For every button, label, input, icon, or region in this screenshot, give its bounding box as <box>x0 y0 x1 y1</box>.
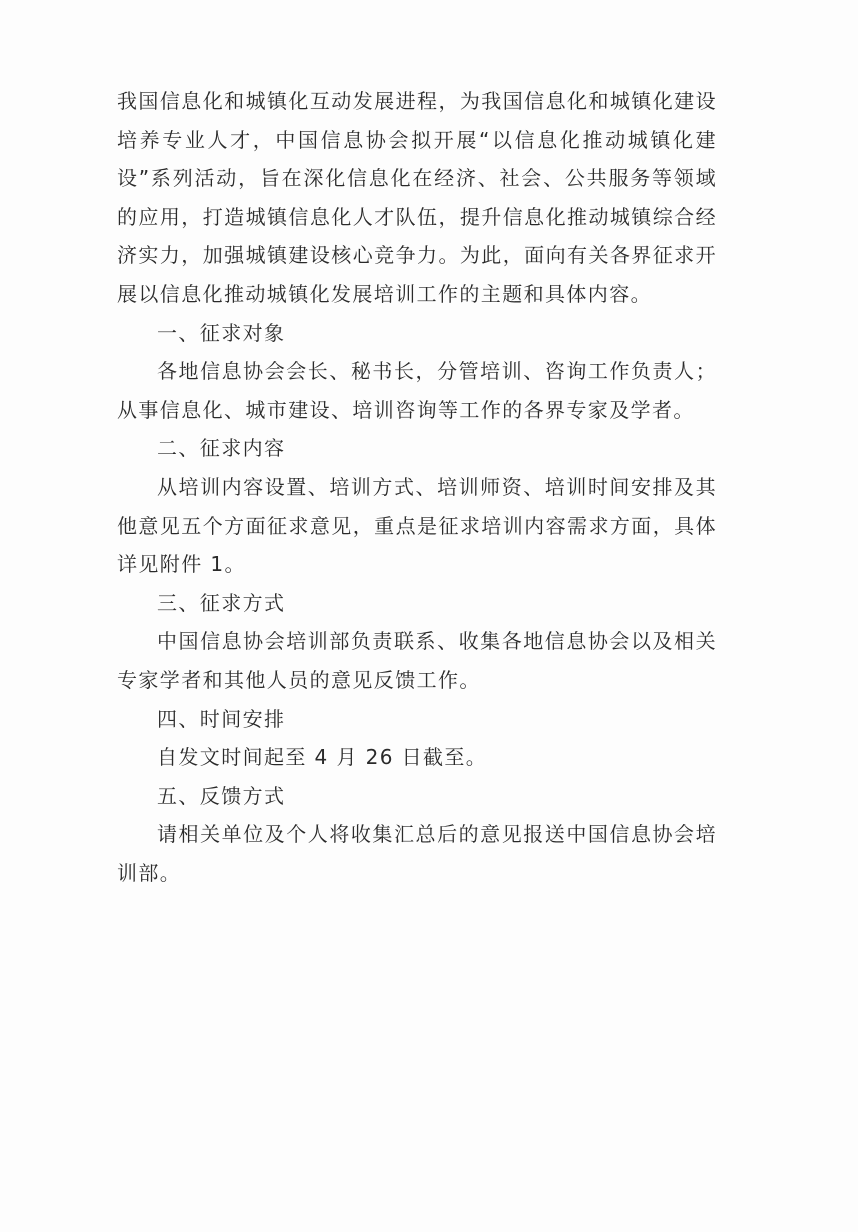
section-body-1: 各地信息协会会长、秘书长，分管培训、咨询工作负责人；从事信息化、城市建设、培训咨询等工作的各界专家及学者。 <box>117 359 717 422</box>
section-heading-5: 五、反馈方式 <box>157 783 286 808</box>
section-heading-1: 一、征求对象 <box>157 320 286 345</box>
section-body-5: 请相关单位及个人将收集汇总后的意见报送中国信息协会培训部。 <box>117 822 717 885</box>
document-body <box>117 82 717 892</box>
section-body-2: 从培训内容设置、培训方式、培训师资、培训时间安排及其他意见五个方面征求意见，重点是征求培训内容需求方面，具体详见附件 1。 <box>117 474 717 577</box>
intro-paragraph: 我国信息化和城镇化互动发展进程，为我国信息化和城镇化建设培养专业人才，中国信息协会拟开展“以信息化推动城镇化建设”系列活动，旨在深化信息化在经济、社会、公共服务等领域的应用，打造城镇信息化人才队伍，提升信息化推动城镇综合经济实力，加强城镇建设核心竞争力。为此，面向有关各界征求开展以信息化推动城镇化发展培训工作的主题和具体内容。 <box>117 89 717 306</box>
section-heading-4: 四、时间安排 <box>157 706 286 731</box>
section-heading-3: 三、征求方式 <box>157 590 286 615</box>
section-body-3: 中国信息协会培训部负责联系、收集各地信息协会以及相关专家学者和其他人员的意见反馈工作。 <box>117 629 717 692</box>
section-heading-2: 二、征求内容 <box>157 436 286 461</box>
section-body-4: 自发文时间起至 4 月 26 日截至。 <box>157 745 488 770</box>
